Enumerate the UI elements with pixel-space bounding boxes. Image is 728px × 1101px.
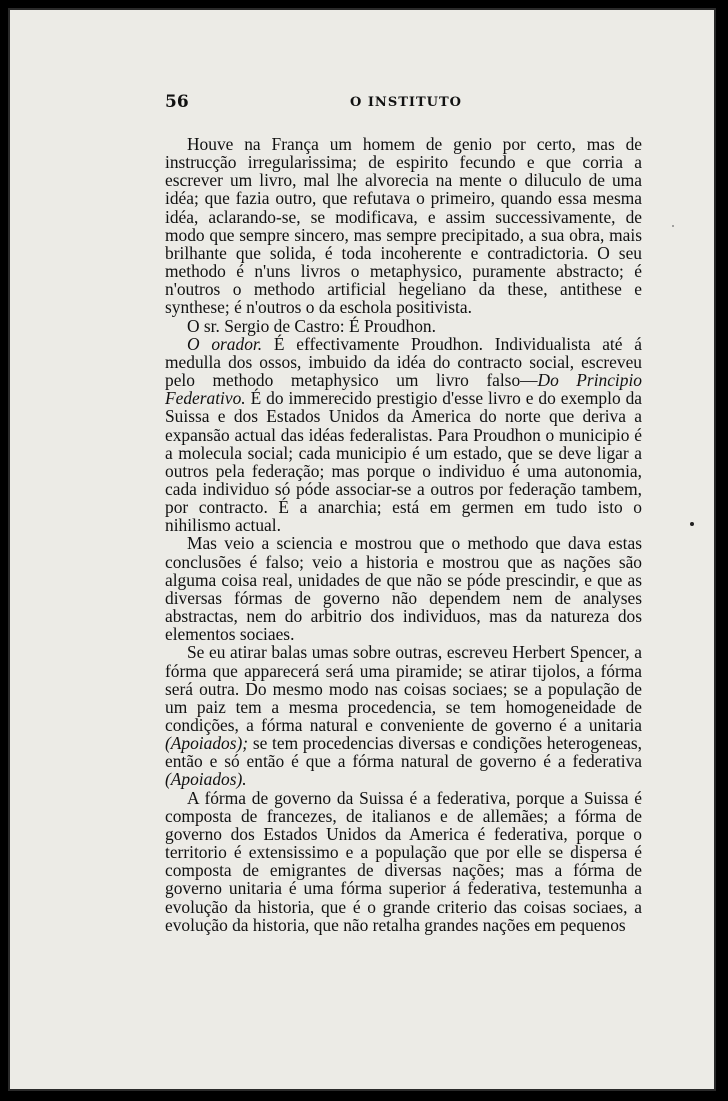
paragraph-1: Houve na França um homem de genio por certo, mas de instrucção irregularissima; de espirito fecundo e que corria a escrever um livro, mal lhe alvorecia na mente o diluculo de uma idéa; que fazia outro, que refutava o primeiro, quando essa mesma idéa, aclarando-se, se modificava, e assim successivamente, de modo que sempre sincero, mas sempre precipitado, a sua obra, mais brilhante que solida, é toda incoherente e contradictoria. O seu methodo é n'uns livros o metaphysico, puramente abstracto; é n'outros o methodo artificial hegeliano da these, antithese e synthese; é n'outros o da eschola positivista. <box>165 134 642 318</box>
paragraph-5-text-a: Se eu atirar balas umas sobre outras, escreveu Herbert Spencer, a fórma que apparecerá será uma piramide; se atirar tijolos, a fórma será outra. Do mesmo modo nas coisas sociaes; se a população de um paiz tem a mesma procedencia, se tem homogeneidade de condições, a fórma natural e conveniente de governo é a unitaria <box>165 642 642 735</box>
interjection-apoiados-1: (Apoiados); <box>165 733 249 754</box>
running-title: O INSTITUTO <box>350 95 462 110</box>
ink-speck <box>690 522 694 526</box>
paragraph-3-text-b: É do immerecido prestigio d'esse livro e do exemplo da Suissa e dos Estados Unidos da America do norte que deriva a expansão actual das idéas federalistas. Para Proudhon o municipio é a molecula social; cada municipio é um estado, que se deve ligar a outros pela federação; mas porque o individuo é uma autonomia, cada individuo só póde associar-se a outros por federação tambem, por contracto. É a anarchia; está em germen em tudo isto o nihilismo actual. <box>165 388 642 536</box>
page-header <box>165 92 635 116</box>
paragraph-6: A fórma de governo da Suissa é a federativa, porque a Suissa é composta de francezes, de italianos e de allemães; a fórma de governo dos Estados Unidos da America é federativa, porque o territorio é extensissimo e a população que por elle se dispersa é composta de emigrantes de diversas nações; mas a fórma de governo unitaria é uma fórma superior á federativa, testemunha a evolução da historia, que é o grande criterio das coisas sociaes, a evolução da historia, que não retalha grandes nações em pequenos <box>165 787 642 935</box>
paragraph-3 <box>165 335 642 535</box>
paragraph-4: Mas veio a sciencia e mostrou que o methodo que dava estas conclusões é falso; veio a historia e mostrou que as nações são alguma coisa real, unidades de que não se póde prescindir, e que as diversas fórmas de governo não dependem nem de analyses abstractas, nem do arbitrio dos individuos, mas da natureza dos elementos sociaes. <box>165 533 642 645</box>
paragraph-5-text-b: se tem procedencias diversas e condições heterogeneas, então e só então é que a fórma natural de governo é a federativa <box>165 733 642 772</box>
book-title: Do Principio Federativo. <box>165 370 642 409</box>
book-page <box>8 8 716 1091</box>
paragraph-2: O sr. Sergio de Castro: É Proudhon. <box>187 315 436 336</box>
paragraph-5 <box>165 643 642 788</box>
ink-speck <box>672 225 674 227</box>
body-text <box>165 135 642 934</box>
page-number: 56 <box>165 92 189 112</box>
paragraph-3-text-a: É effectivamente Proudhon. Individualista até á medulla dos ossos, imbuido da idéa do contracto social, escreveu pelo methodo metaphysico um livro falso— <box>165 333 642 391</box>
interjection-apoiados-2: (Apoiados). <box>165 769 247 790</box>
speaker-label: O orador. <box>187 333 263 354</box>
